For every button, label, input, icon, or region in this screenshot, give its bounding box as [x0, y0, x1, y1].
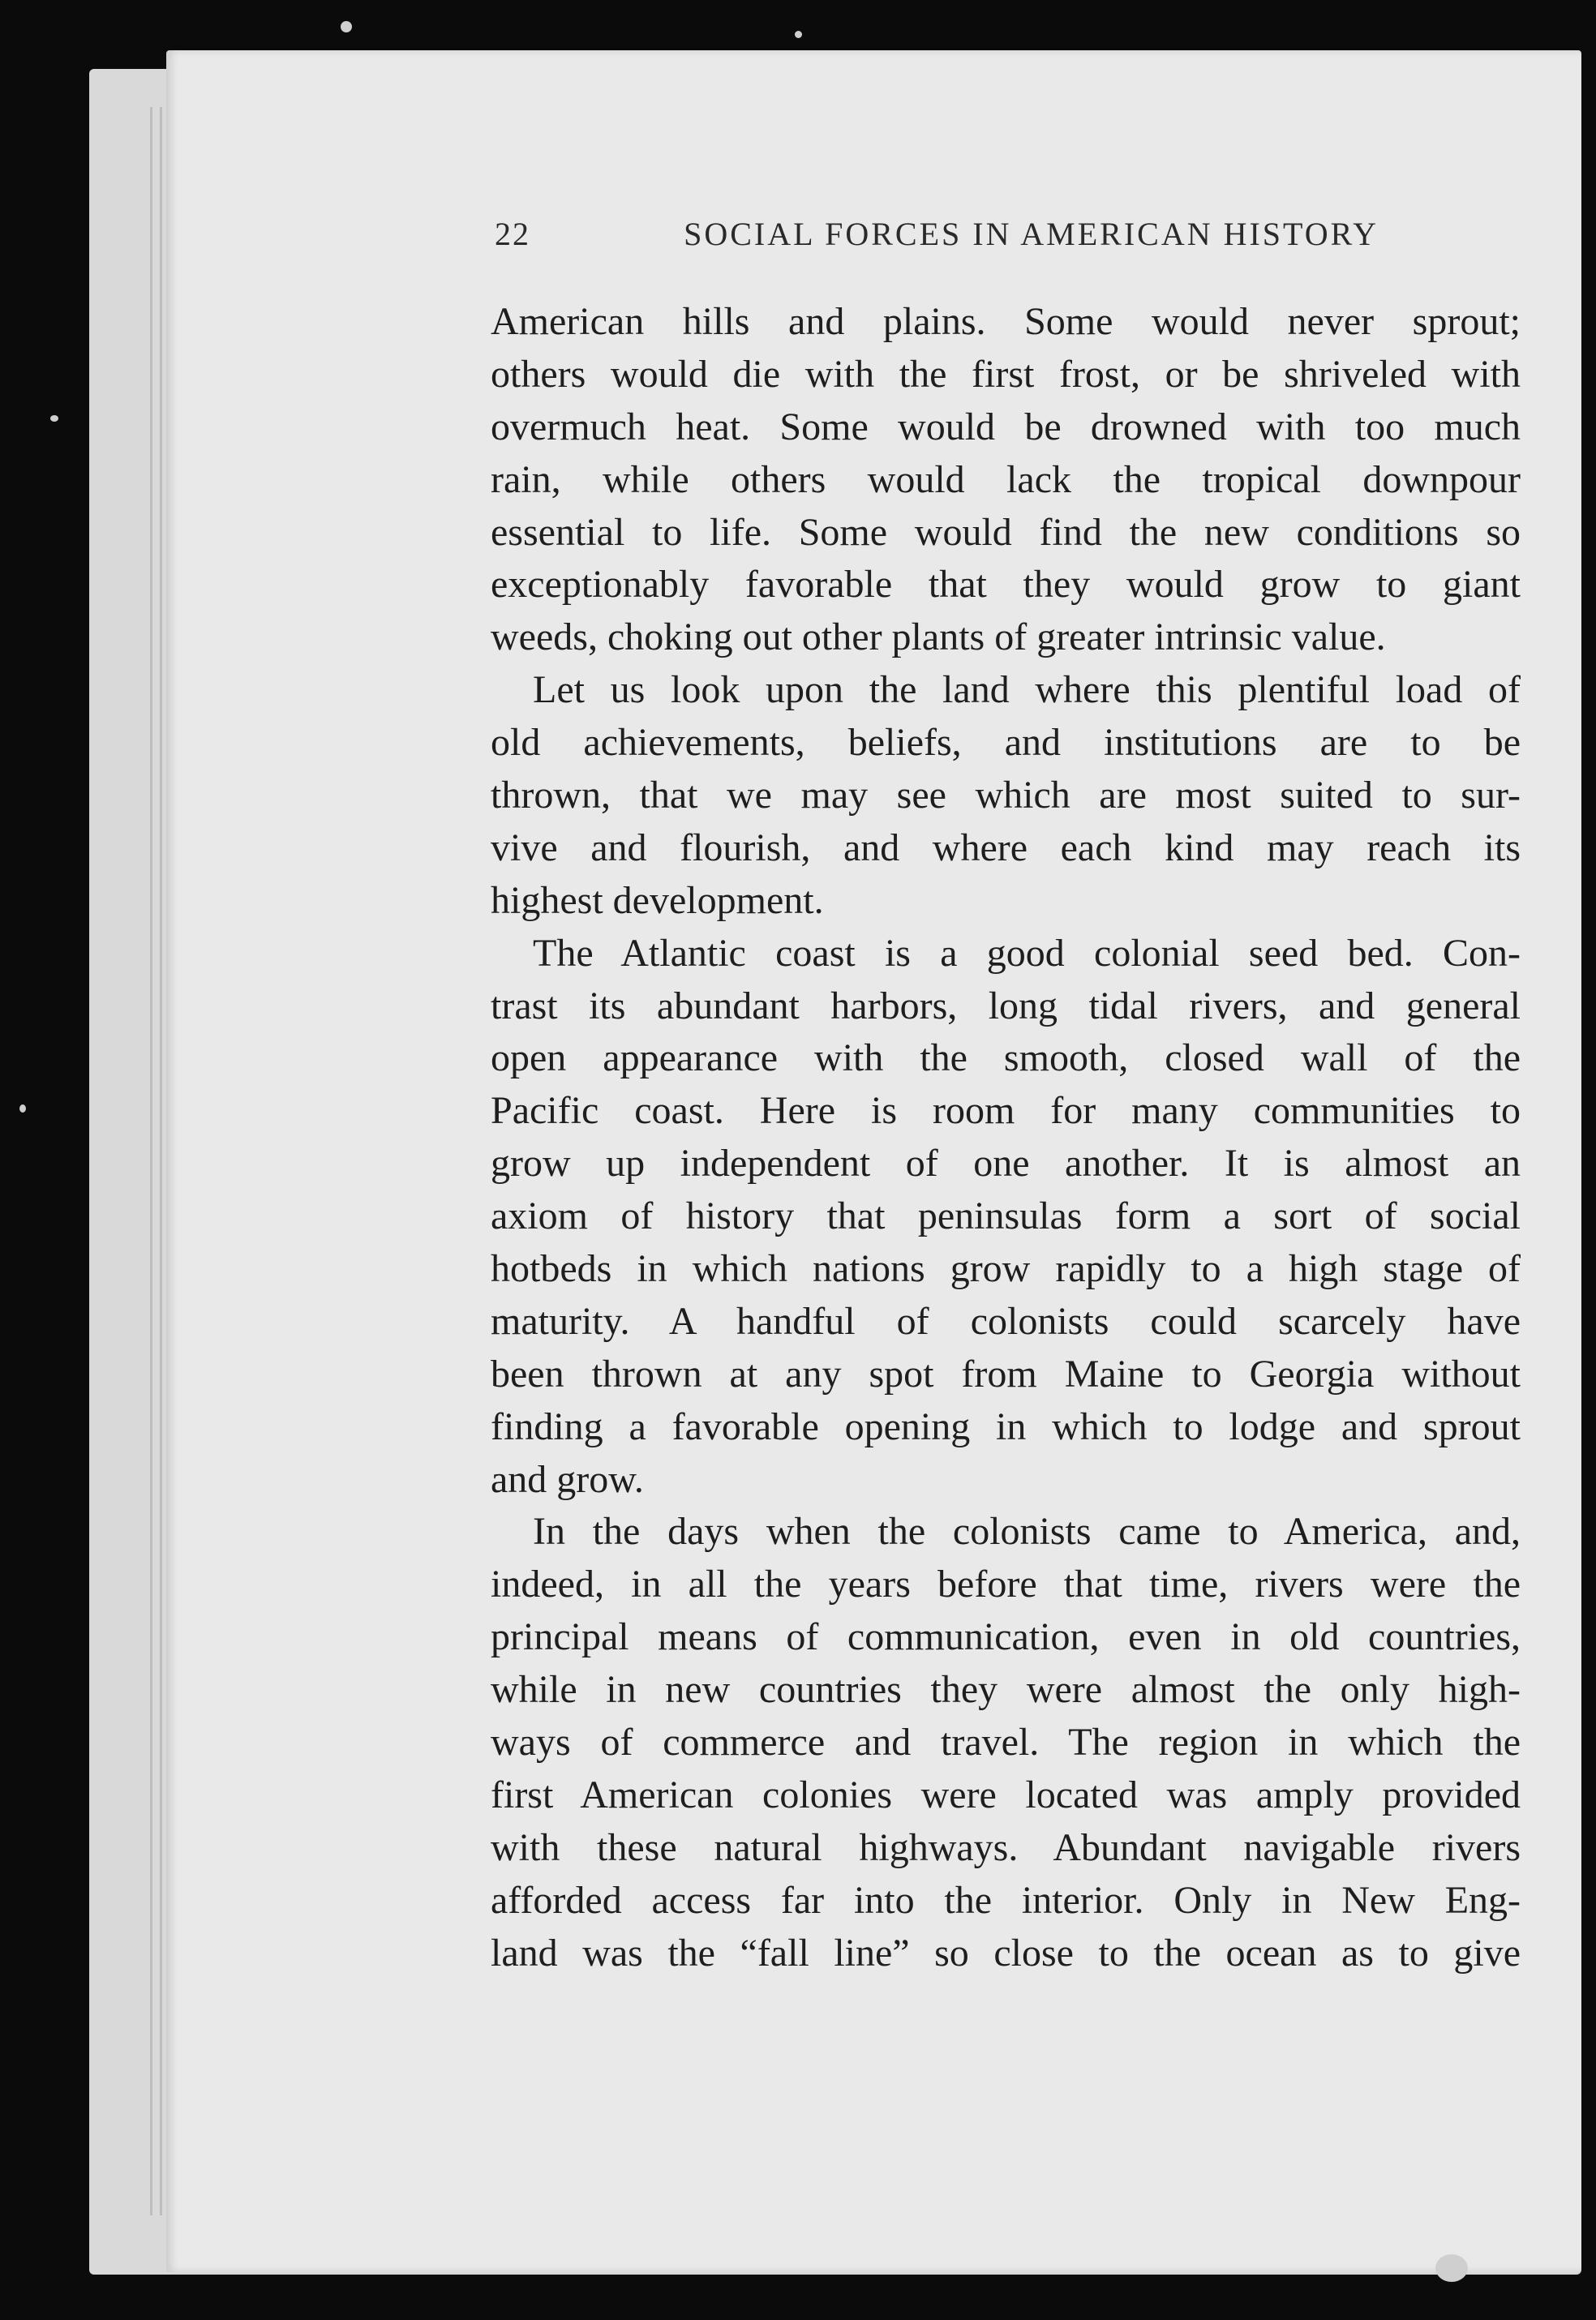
text-line: first American colonies were located was amply provided: [491, 1773, 1521, 1816]
paragraph: [491, 296, 1521, 664]
text-line: hotbeds in which nations grow rapidly to a high stage of: [491, 1247, 1521, 1291]
page-edge-line: [150, 107, 152, 2215]
text-line: The Atlantic coast is a good colonial seed bed. Con-: [533, 931, 1521, 975]
text-line: rain, while others would lack the tropical downpour: [491, 457, 1521, 501]
text-line: been thrown at any spot from Maine to Georgia without: [491, 1352, 1521, 1396]
text-line: ways of commerce and travel. The region in which the: [491, 1721, 1521, 1765]
text-line: grow up independent of one another. It is almost an: [491, 1142, 1521, 1186]
text-line: overmuch heat. Some would be drowned with too much: [491, 405, 1521, 448]
dust-speck: [19, 1104, 26, 1113]
paragraph: [491, 928, 1521, 1507]
text-line: In the days when the colonists came to America, and,: [533, 1510, 1521, 1554]
page-number: 22: [495, 216, 530, 252]
dust-speck: [341, 21, 352, 32]
paragraph: [491, 664, 1521, 927]
text-line: afforded access far into the interior. Only in New Eng-: [491, 1878, 1521, 1922]
text-line: others would die with the first frost, or be shriveled with: [491, 352, 1521, 396]
dust-speck: [1435, 2254, 1468, 2282]
text-line: American hills and plains. Some would never sprout;: [491, 300, 1521, 343]
paragraph: [491, 1506, 1521, 1979]
dust-speck: [795, 31, 802, 38]
page-edge-line: [160, 107, 162, 2215]
text-line: while in new countries they were almost the only high-: [491, 1668, 1521, 1712]
text-line: old achievements, beliefs, and institutions are to be: [491, 721, 1521, 765]
text-line: and grow.: [491, 1457, 644, 1501]
text-line: principal means of communication, even in old countries,: [491, 1615, 1521, 1659]
text-line: with these natural highways. Abundant navigable rivers: [491, 1825, 1521, 1869]
text-line: essential to life. Some would find the new conditions so: [491, 510, 1521, 554]
text-line: axiom of history that peninsulas form a sort of social: [491, 1194, 1521, 1238]
dust-speck: [50, 415, 58, 422]
text-line: land was the “fall line” so close to the ocean as to give: [491, 1931, 1521, 1975]
text-line: Let us look upon the land where this plentiful load of: [533, 668, 1521, 712]
text-line: open appearance with the smooth, closed wall of the: [491, 1036, 1521, 1080]
text-line: finding a favorable opening in which to lodge and sprout: [491, 1404, 1521, 1448]
text-line: indeed, in all the years before that time, rivers were the: [491, 1563, 1521, 1606]
running-head: [495, 215, 1379, 255]
text-line: trast its abundant harbors, long tidal rivers, and general: [491, 984, 1521, 1027]
text-line: highest development.: [491, 878, 824, 922]
text-line: maturity. A handful of colonists could scarcely have: [491, 1299, 1521, 1343]
text-line: weeds, choking out other plants of greater intrinsic value.: [491, 615, 1386, 659]
body-text: [491, 296, 1521, 1980]
text-line: Pacific coast. Here is room for many communities to: [491, 1089, 1521, 1133]
text-line: thrown, that we may see which are most suited to sur-: [491, 774, 1521, 817]
text-line: vive and flourish, and where each kind may reach its: [491, 826, 1521, 869]
running-title: SOCIAL FORCES IN AMERICAN HISTORY: [684, 216, 1379, 252]
text-line: exceptionably favorable that they would grow to giant: [491, 563, 1521, 607]
